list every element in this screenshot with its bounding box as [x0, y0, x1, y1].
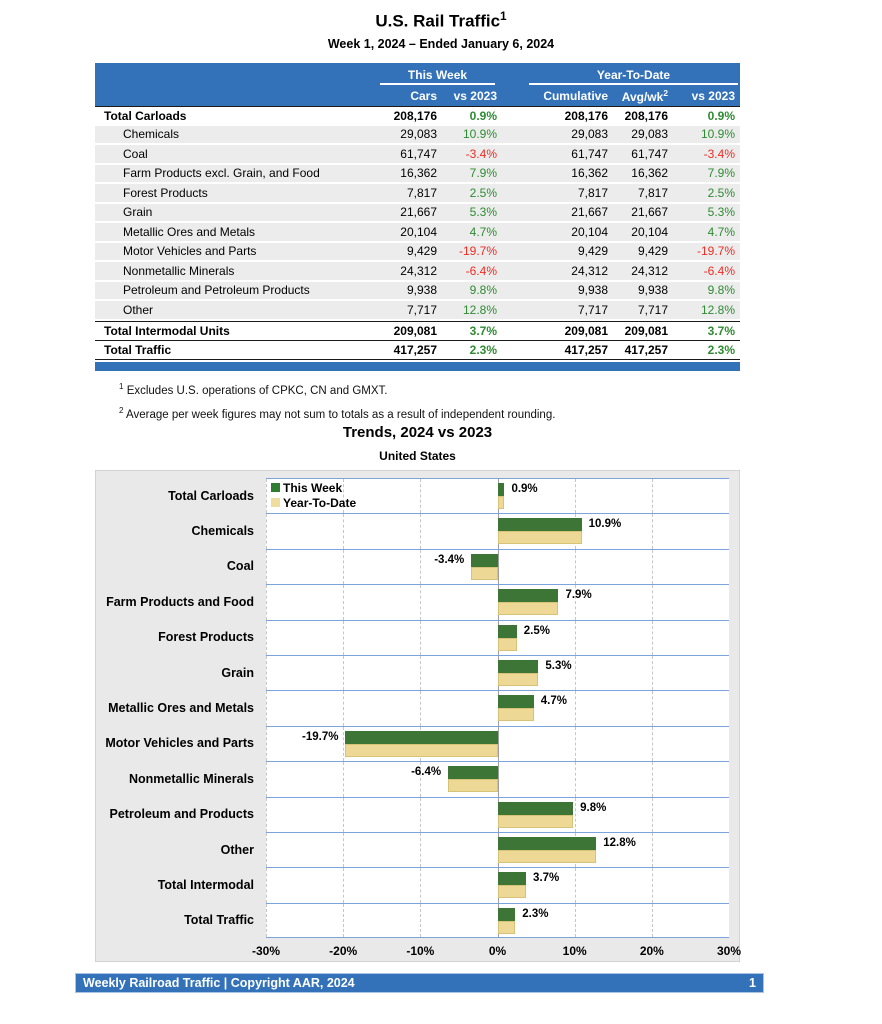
cell-avg-wk: 208,176	[624, 109, 668, 124]
gridline	[652, 727, 653, 761]
chart-rows	[96, 478, 729, 938]
gridline	[652, 868, 653, 902]
category-label: Other	[220, 842, 254, 857]
chart-row	[96, 867, 729, 902]
bar-this-week	[345, 731, 497, 744]
bar-this-week	[498, 589, 559, 602]
bar-value-label: -3.4%	[434, 553, 465, 566]
bar-year-to-date	[498, 673, 539, 686]
cell-cars: 417,257	[393, 342, 437, 357]
gridline	[420, 621, 421, 655]
cell-cumulative: 9,429	[577, 244, 608, 259]
table-header	[95, 63, 740, 106]
bar-this-week	[448, 766, 497, 779]
x-axis-tick: -20%	[329, 944, 358, 958]
gridline	[420, 798, 421, 832]
column-header-cumulative: Cumulative	[543, 89, 608, 103]
row-label: Total Intermodal Units	[104, 323, 230, 338]
gridline	[343, 691, 344, 725]
legend-year-to-date	[271, 495, 356, 510]
row-label: Metallic Ores and Metals	[123, 224, 256, 239]
footer-text: Weekly Railroad Traffic | Copyright AAR, 2024	[83, 976, 355, 990]
page-footer	[75, 973, 764, 993]
gridline	[652, 656, 653, 690]
table-row	[95, 282, 740, 302]
zero-axis-line	[498, 550, 499, 584]
bar-year-to-date	[498, 885, 527, 898]
cell-vs2023-ytd: 4.7%	[707, 224, 735, 239]
category-label: Coal	[226, 559, 254, 574]
x-axis-tick: 10%	[562, 944, 587, 958]
gridline	[575, 550, 576, 584]
cell-avg-wk: 61,747	[631, 146, 668, 161]
footnote-2-text: Average per week figures may not sum to totals as a result of independent rounding.	[126, 408, 556, 421]
gridline	[420, 656, 421, 690]
gridline	[266, 479, 267, 513]
bar-year-to-date	[448, 779, 497, 792]
bar-this-week	[498, 660, 539, 673]
gridline	[266, 904, 267, 937]
cell-cars: 29,083	[400, 127, 437, 142]
cell-vs2023-week: -19.7%	[458, 244, 497, 259]
cell-vs2023-week: 2.3%	[469, 342, 497, 357]
cell-vs2023-ytd: 5.3%	[707, 205, 735, 220]
chart-row	[96, 478, 729, 513]
cell-avg-wk: 9,429	[637, 244, 668, 259]
bar-year-to-date	[498, 602, 559, 615]
bar-value-label: 4.7%	[540, 695, 567, 708]
category-label: Petroleum and Products	[109, 807, 254, 822]
cell-vs2023-week: 5.3%	[469, 205, 497, 220]
plot-band	[266, 761, 729, 796]
bar-value-label: 9.8%	[580, 801, 607, 814]
cell-avg-wk: 16,362	[631, 166, 668, 181]
footnote-2	[119, 401, 555, 425]
cell-vs2023-week: 9.8%	[469, 283, 497, 298]
cell-cars: 24,312	[400, 263, 437, 278]
legend-swatch-tan-icon	[271, 498, 280, 507]
chart-row	[96, 690, 729, 725]
footnote-2-marker: 2	[119, 405, 124, 415]
table-row	[95, 321, 740, 341]
cell-avg-wk: 21,667	[631, 205, 668, 220]
cell-avg-wk: 7,817	[637, 185, 668, 200]
gridline	[343, 798, 344, 832]
table-accent-bar	[95, 362, 740, 371]
avg-wk-footnote-marker: 2	[663, 88, 668, 98]
chart-row	[96, 761, 729, 796]
cell-cumulative: 24,312	[571, 263, 608, 278]
cell-cars: 21,667	[400, 205, 437, 220]
table-row	[95, 223, 740, 243]
cell-vs2023-week: 2.5%	[469, 185, 497, 200]
row-label: Other	[123, 302, 154, 317]
bar-this-week	[498, 802, 574, 815]
table-row	[95, 262, 740, 282]
chart-row	[96, 726, 729, 761]
bar-year-to-date	[498, 638, 517, 651]
cell-avg-wk: 9,938	[637, 283, 668, 298]
bar-year-to-date	[498, 496, 505, 509]
gridline	[343, 550, 344, 584]
cell-vs2023-ytd: 9.8%	[707, 283, 735, 298]
legend-swatch-green-icon	[271, 483, 280, 492]
gridline	[266, 833, 267, 867]
category-label: Grain	[221, 665, 254, 680]
title-footnote-marker: 1	[500, 9, 507, 23]
page-subtitle: Week 1, 2024 – Ended January 6, 2024	[327, 37, 555, 51]
cell-vs2023-week: -3.4%	[465, 146, 497, 161]
plot-band	[266, 655, 729, 690]
chart-row	[96, 903, 729, 938]
row-label: Forest Products	[123, 185, 208, 200]
cell-avg-wk: 29,083	[631, 127, 668, 142]
avg-wk-text: Avg/wk	[621, 90, 664, 104]
gridline	[266, 621, 267, 655]
page-number: 1	[749, 976, 756, 990]
chart-row	[96, 513, 729, 548]
cell-cumulative: 29,083	[571, 127, 608, 142]
table-row	[95, 301, 740, 321]
row-label: Farm Products excl. Grain, and Food	[123, 166, 320, 181]
plot-band	[266, 620, 729, 655]
gridline	[266, 585, 267, 619]
bar-this-week	[498, 695, 534, 708]
cell-cumulative: 20,104	[571, 224, 608, 239]
cell-cars: 7,717	[406, 302, 437, 317]
gridline	[420, 691, 421, 725]
cell-vs2023-week: 4.7%	[469, 224, 497, 239]
cell-cars: 9,429	[406, 244, 437, 259]
bar-this-week	[471, 554, 497, 567]
bar-year-to-date	[345, 744, 497, 757]
zero-axis-line	[498, 762, 499, 796]
column-header-cars: Cars	[410, 89, 437, 103]
gridline	[420, 514, 421, 548]
plot-band	[266, 797, 729, 832]
category-label: Motor Vehicles and Parts	[105, 736, 254, 751]
bar-value-label: 7.9%	[565, 589, 592, 602]
cell-cars: 209,081	[393, 323, 437, 338]
cell-cumulative: 21,667	[571, 205, 608, 220]
gridline	[266, 727, 267, 761]
cell-cumulative: 9,938	[577, 283, 608, 298]
bar-this-week	[498, 518, 582, 531]
bar-value-label: -19.7%	[302, 730, 339, 743]
gridline	[575, 798, 576, 832]
cell-cumulative: 208,176	[564, 109, 608, 124]
cell-vs2023-ytd: -6.4%	[703, 263, 735, 278]
legend-label-this-week: This Week	[283, 480, 343, 495]
plot-band	[266, 726, 729, 761]
column-header-vs2023-ytd: vs 2023	[691, 89, 735, 103]
x-axis-tick: 20%	[639, 944, 664, 958]
footnotes	[119, 377, 555, 425]
group-header-this-week: This Week	[380, 68, 495, 85]
category-label: Total Traffic	[184, 913, 254, 928]
cell-vs2023-ytd: -19.7%	[696, 244, 735, 259]
bar-this-week	[498, 908, 516, 921]
footnote-1-text: Excludes U.S. operations of CPKC, CN and GMXT.	[126, 384, 388, 397]
chart-row	[96, 549, 729, 584]
cell-avg-wk: 7,717	[637, 302, 668, 317]
gridline	[575, 691, 576, 725]
chart-row	[96, 620, 729, 655]
x-axis-tick: -30%	[251, 944, 281, 958]
cell-cars: 20,104	[400, 224, 437, 239]
cell-vs2023-ytd: 2.5%	[707, 185, 735, 200]
chart-legend	[271, 480, 356, 510]
table-row	[95, 126, 740, 146]
cell-vs2023-ytd: 10.9%	[700, 127, 735, 142]
column-header-avg-wk	[608, 88, 668, 104]
cell-vs2023-ytd: 0.9%	[707, 109, 735, 124]
gridline	[575, 479, 576, 513]
cell-cumulative: 7,817	[577, 185, 608, 200]
cell-avg-wk: 209,081	[624, 323, 668, 338]
gridline	[420, 479, 421, 513]
table-group-header-row	[95, 66, 740, 86]
table-row	[95, 106, 740, 126]
plot-band	[266, 867, 729, 902]
bar-value-label: 0.9%	[511, 483, 538, 495]
gridline	[420, 868, 421, 902]
chart-row	[96, 797, 729, 832]
row-label: Nonmetallic Minerals	[123, 263, 235, 278]
gridline	[343, 727, 344, 761]
gridline	[652, 833, 653, 867]
chart-row	[96, 655, 729, 690]
gridline	[343, 904, 344, 937]
gridline	[266, 762, 267, 796]
gridline	[266, 691, 267, 725]
cell-vs2023-week: 10.9%	[462, 127, 497, 142]
cell-avg-wk: 417,257	[624, 342, 668, 357]
cell-cars: 61,747	[400, 146, 437, 161]
bar-this-week	[498, 483, 505, 496]
chart-row	[96, 584, 729, 619]
row-label: Coal	[123, 146, 148, 161]
gridline	[652, 904, 653, 937]
gridline	[652, 479, 653, 513]
gridline	[420, 904, 421, 937]
bar-year-to-date	[498, 708, 534, 721]
bar-value-label: 2.3%	[522, 907, 549, 920]
gridline	[420, 833, 421, 867]
category-label: Metallic Ores and Metals	[108, 701, 254, 716]
rail-traffic-table	[95, 63, 740, 360]
bar-this-week	[498, 872, 527, 885]
gridline	[575, 868, 576, 902]
footnote-1-marker: 1	[119, 382, 124, 391]
chart-row	[96, 832, 729, 867]
cell-vs2023-week: 7.9%	[469, 166, 497, 181]
trends-chart	[95, 470, 740, 962]
cell-vs2023-ytd: 7.9%	[707, 166, 735, 181]
gridline	[343, 514, 344, 548]
table-column-header-row	[95, 86, 740, 106]
table-row	[95, 184, 740, 204]
bar-this-week	[498, 625, 517, 638]
gridline	[652, 585, 653, 619]
x-axis-tick: 0%	[488, 944, 507, 958]
bar-value-label: 3.7%	[533, 872, 560, 885]
gridline	[575, 904, 576, 937]
row-label: Petroleum and Petroleum Products	[123, 283, 310, 298]
cell-cumulative: 7,717	[577, 302, 608, 317]
gridline	[652, 514, 653, 548]
gridline	[575, 727, 576, 761]
table-row	[95, 204, 740, 224]
page-title	[0, 9, 882, 32]
gridline	[420, 585, 421, 619]
gridline	[266, 656, 267, 690]
gridline	[420, 550, 421, 584]
x-axis-tick: 30%	[716, 944, 742, 958]
cell-cumulative: 417,257	[564, 342, 608, 357]
gridline	[343, 833, 344, 867]
cell-cars: 7,817	[406, 185, 437, 200]
cell-cars: 208,176	[393, 109, 437, 124]
bar-year-to-date	[498, 531, 582, 544]
cell-vs2023-week: -6.4%	[465, 263, 497, 278]
row-label: Grain	[123, 205, 153, 220]
category-label: Total Carloads	[168, 488, 254, 503]
gridline	[575, 656, 576, 690]
plot-band	[266, 903, 729, 938]
cell-cumulative: 61,747	[571, 146, 608, 161]
gridline	[343, 868, 344, 902]
table-row	[95, 243, 740, 263]
cell-avg-wk: 20,104	[631, 224, 668, 239]
cell-avg-wk: 24,312	[631, 263, 668, 278]
bar-year-to-date	[498, 815, 574, 828]
table-row	[95, 340, 740, 360]
bar-year-to-date	[498, 921, 516, 934]
bar-value-label: 5.3%	[545, 659, 572, 672]
cell-cumulative: 209,081	[564, 323, 608, 338]
plot-band	[266, 832, 729, 867]
column-header-vs2023-week: vs 2023	[453, 89, 497, 103]
gridline	[266, 868, 267, 902]
cell-vs2023-ytd: 3.7%	[707, 323, 735, 338]
row-label: Motor Vehicles and Parts	[123, 244, 257, 259]
category-label: Chemicals	[191, 524, 254, 539]
bar-value-label: 10.9%	[588, 518, 622, 531]
table-body	[95, 106, 740, 360]
group-header-year-to-date: Year-To-Date	[529, 68, 738, 85]
gridline	[266, 550, 267, 584]
plot-band	[266, 478, 729, 513]
gridline	[652, 621, 653, 655]
plot-band	[266, 690, 729, 725]
gridline	[266, 798, 267, 832]
category-label: Forest Products	[158, 630, 254, 645]
bar-value-label: 12.8%	[603, 836, 636, 849]
row-label: Chemicals	[123, 127, 180, 142]
bar-year-to-date	[471, 567, 497, 580]
gridline	[652, 762, 653, 796]
row-label: Total Carloads	[104, 109, 187, 124]
cell-vs2023-week: 3.7%	[469, 323, 497, 338]
category-label: Farm Products and Food	[106, 594, 254, 609]
table-row	[95, 165, 740, 185]
cell-vs2023-ytd: 2.3%	[707, 342, 735, 357]
bar-value-label: 2.5%	[523, 624, 550, 637]
cell-vs2023-week: 0.9%	[469, 109, 497, 124]
cell-cars: 16,362	[400, 166, 437, 181]
gridline	[343, 621, 344, 655]
bar-this-week	[498, 837, 597, 850]
cell-cars: 9,938	[406, 283, 437, 298]
table-row	[95, 145, 740, 165]
x-axis-tick: -10%	[406, 944, 435, 958]
gridline	[575, 762, 576, 796]
chart-subtitle: United States	[379, 449, 456, 463]
page-title-text: U.S. Rail Traffic	[375, 11, 501, 31]
gridline	[652, 691, 653, 725]
bar-year-to-date	[498, 850, 597, 863]
gridline	[343, 585, 344, 619]
plot-band	[266, 513, 729, 548]
gridline	[652, 798, 653, 832]
gridline	[343, 762, 344, 796]
cell-vs2023-ytd: 12.8%	[700, 302, 735, 317]
cell-cumulative: 16,362	[571, 166, 608, 181]
footnote-1	[119, 377, 555, 401]
chart-title: Trends, 2024 vs 2023	[342, 424, 493, 441]
cell-vs2023-week: 12.8%	[462, 302, 497, 317]
legend-label-year-to-date: Year-To-Date	[283, 495, 357, 510]
cell-vs2023-ytd: -3.4%	[703, 146, 735, 161]
category-label: Nonmetallic Minerals	[128, 771, 254, 786]
category-label: Total Intermodal	[157, 877, 254, 892]
gridline	[652, 550, 653, 584]
legend-this-week	[271, 480, 356, 495]
x-axis	[251, 944, 742, 960]
gridline	[343, 656, 344, 690]
bar-value-label: -6.4%	[411, 766, 442, 779]
plot-band	[266, 549, 729, 584]
plot-band	[266, 584, 729, 619]
gridline	[266, 514, 267, 548]
zero-axis-line	[498, 727, 499, 761]
row-label: Total Traffic	[104, 342, 172, 357]
gridline	[575, 621, 576, 655]
